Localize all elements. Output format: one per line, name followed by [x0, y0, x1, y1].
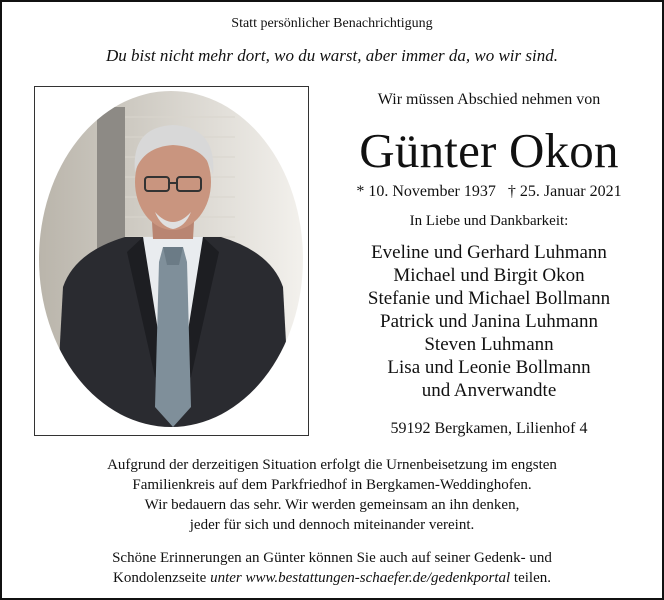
quote-text: Du bist nicht mehr dort, wo du warst, aber immer da, wo wir sind.: [106, 46, 558, 65]
notice-line: Wir bedauern das sehr. Wir werden gemeinsam an ihn denken,: [144, 497, 520, 513]
family-member: Michael und Birgit Okon: [393, 265, 585, 286]
notice-line: Familienkreis auf dem Parkfriedhof in Bergkamen-Weddinghofen.: [132, 477, 532, 493]
family-member: Stefanie und Michael Bollmann: [367, 288, 611, 309]
family-member: Lisa und Leonie Bollmann: [387, 357, 591, 378]
memory-line-1: Schöne Erinnerungen an Günter können Sie auch auf seiner Gedenk- und: [112, 550, 552, 566]
notice-line: Aufgrund der derzeitigen Situation erfolgt die Urnenbeisetzung im engsten: [107, 457, 557, 473]
memorial-portal-link[interactable]: unter www.bestattungen-schaefer.de/gedenkportal: [210, 570, 511, 586]
birth-date: * 10. November 1937: [356, 183, 496, 200]
life-dates: [324, 183, 654, 201]
love-line: In Liebe und Dankbarkeit:: [409, 213, 569, 229]
family-member: und Anverwandte: [421, 380, 557, 401]
memory-line-2: [2, 568, 662, 588]
family-list: [324, 241, 654, 402]
memory-prefix: Kondolenzseite: [113, 570, 211, 586]
family-member: Steven Luhmann: [424, 334, 554, 355]
intro-text: Wir müssen Abschied nehmen von: [377, 91, 601, 108]
address: 59192 Bergkamen, Lilienhof 4: [390, 420, 588, 437]
header-text: Statt persönlicher Benachrichtigung: [231, 16, 433, 31]
portrait-photo: [34, 86, 309, 436]
family-member: Eveline und Gerhard Luhmann: [371, 242, 607, 263]
notice-text: [2, 455, 662, 535]
memory-text: [2, 548, 662, 588]
family-member: Patrick und Janina Luhmann: [380, 311, 598, 332]
deceased-name: Günter Okon: [359, 123, 619, 178]
notice-line: jeder für sich und dennoch miteinander vereint.: [189, 517, 475, 533]
memory-suffix: teilen.: [510, 570, 551, 586]
death-date: † 25. Januar 2021: [507, 183, 622, 200]
